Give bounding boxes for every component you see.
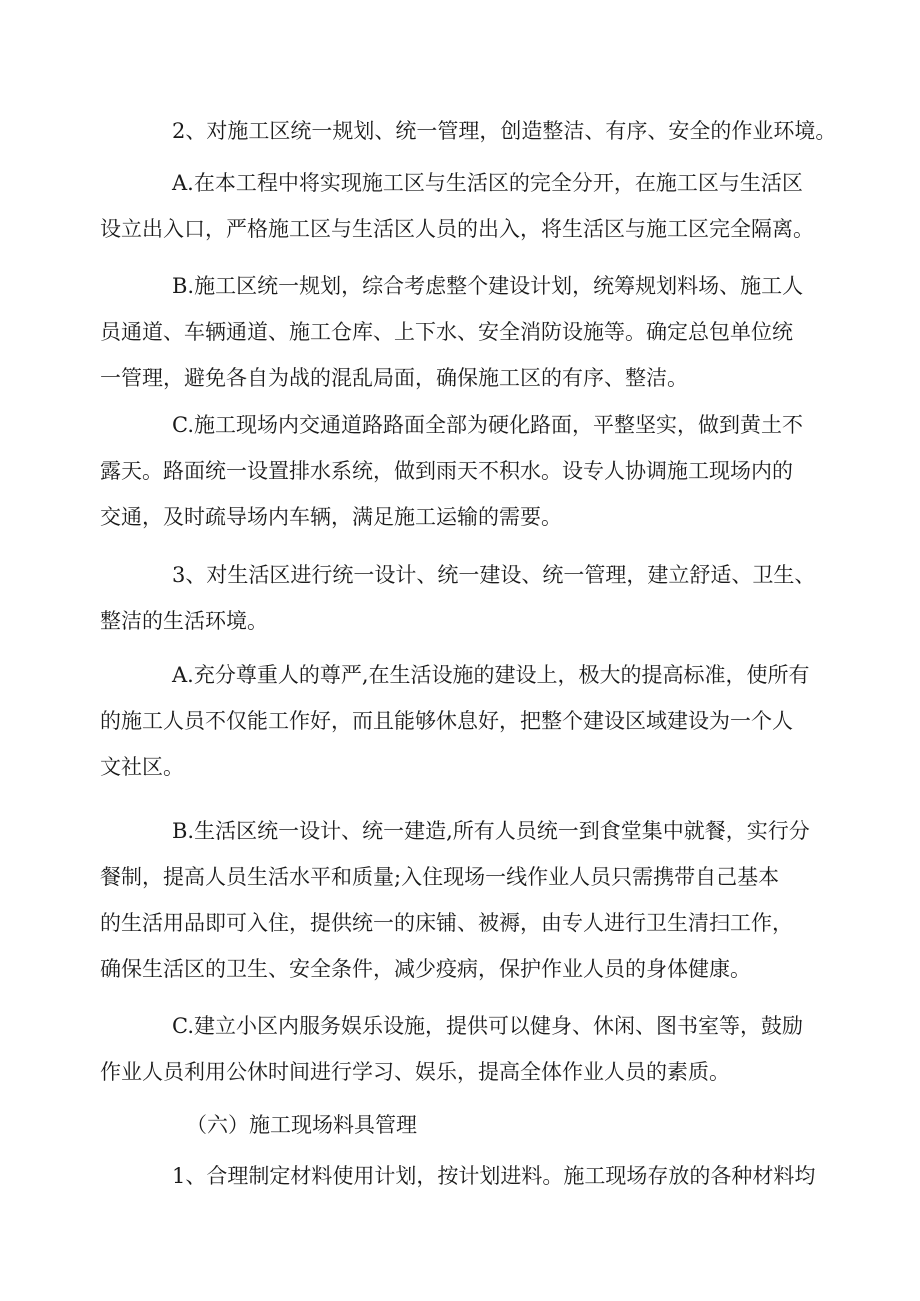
text-line: 1、合理制定材料使用计划，按计划进料。施工现场存放的各种材料均 bbox=[172, 1164, 816, 1188]
paragraph-item-3b bbox=[100, 808, 810, 992]
text-line: C.建立小区内服务娱乐设施，提供可以健身、休闲、图书室等，鼓励 bbox=[172, 1014, 803, 1038]
section-heading bbox=[100, 1102, 810, 1148]
text-line: 整洁的生活环境。 bbox=[100, 609, 268, 633]
text-line: （六）施工现场料具管理 bbox=[186, 1113, 417, 1137]
paragraph-item-2 bbox=[128, 108, 837, 154]
paragraph-item-3c bbox=[100, 1003, 810, 1095]
text-line: C.施工现场内交通道路路面全部为硬化路面，平整坚实，做到黄土不 bbox=[172, 413, 803, 437]
paragraph-item-2a bbox=[100, 160, 814, 252]
text-line: 露天。路面统一设置排水系统，做到雨天不积水。设专人协调施工现场内的 bbox=[100, 459, 793, 483]
paragraph-item-2c bbox=[100, 402, 810, 540]
text-line: 的生活用品即可入住，提供统一的床铺、被褥，由专人进行卫生清扫工作， bbox=[100, 911, 793, 935]
text-line: 员通道、车辆通道、施工仓库、上下水、安全消防设施等。确定总包单位统 bbox=[100, 320, 793, 344]
text-line: 交通，及时疏导场内车辆，满足施工运输的需要。 bbox=[100, 505, 562, 529]
paragraph-item-1 bbox=[100, 1153, 816, 1199]
text-line: 作业人员利用公休时间进行学习、娱乐，提高全体作业人员的素质。 bbox=[100, 1060, 730, 1084]
paragraph-item-3a bbox=[100, 652, 810, 790]
text-line: 餐制，提高人员生活水平和质量;入住现场一线作业人员只需携带自己基本 bbox=[100, 865, 780, 889]
text-line: A.充分尊重人的尊严,在生活设施的建设上，极大的提高标准，使所有 bbox=[172, 663, 810, 687]
paragraph-item-3 bbox=[100, 552, 816, 644]
text-line: B.生活区统一设计、统一建造,所有人员统一到食堂集中就餐，实行分 bbox=[172, 819, 810, 843]
text-line: 设立出入口，严格施工区与生活区人员的出入，将生活区与施工区完全隔离。 bbox=[100, 217, 814, 241]
text-line: A.在本工程中将实现施工区与生活区的完全分开，在施工区与生活区 bbox=[172, 171, 803, 195]
text-line: 3、对生活区进行统一设计、统一建设、统一管理，建立舒适、卫生、 bbox=[172, 563, 816, 587]
text-line: 的施工人员不仅能工作好，而且能够休息好，把整个建设区域建设为一个人 bbox=[100, 709, 793, 733]
text-line: 一管理，避免各自为战的混乱局面，确保施工区的有序、整洁。 bbox=[100, 366, 688, 390]
text-line: 文社区。 bbox=[100, 755, 184, 779]
paragraph-item-2b bbox=[100, 263, 810, 401]
text-line: 2、对施工区统一规划、统一管理，创造整洁、有序、安全的作业环境。 bbox=[172, 119, 837, 143]
text-line: 确保生活区的卫生、安全条件，减少疫病，保护作业人员的身体健康。 bbox=[100, 957, 751, 981]
text-line: B.施工区统一规划，综合考虑整个建设计划，统筹规划料场、施工人 bbox=[172, 274, 804, 298]
